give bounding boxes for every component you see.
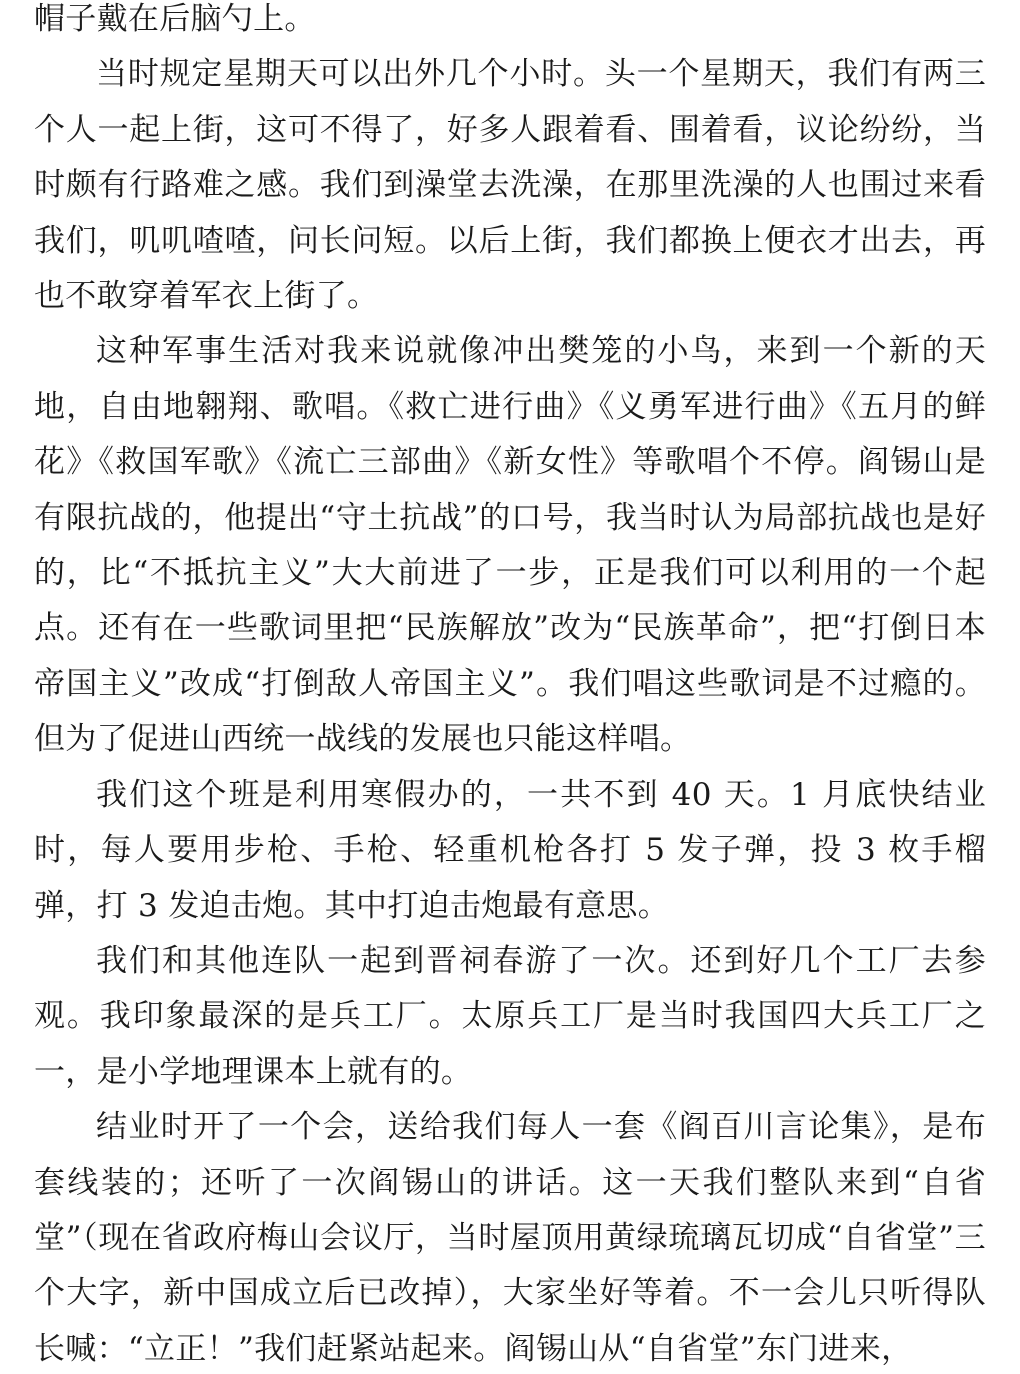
paragraph-military-life: 这种军事生活对我来说就像冲出樊笼的小鸟，来到一个新的天地，自由地翱翔、歌唱。《救亡进行曲》《义勇军进行曲》《五月的鲜花》《救国军歌》《流亡三部曲》《新女性》等歌唱个不停。阎锡山是有限抗战的，他提出“守土抗战”的口号，我当时认为局部抗战也是好的，比“不抵抗主义”大大前进了一步，正是我们可以利用的一个起点。还有在一些歌词里把“民族解放”改为“民族革命”，把“打倒日本帝国主义”改成“打倒敌人帝国主义”。我们唱这些歌词是不过瘾的。但为了促进山西统一战线的发展也只能这样唱。 [34,333,986,758]
paragraph-sunday-outing: 当时规定星期天可以出外几个小时。头一个星期天，我们有两三个人一起上街，这可不得了，好多人跟着看、围着看，议论纷纷，当时颇有行路难之感。我们到澡堂去洗澡，在那里洗澡的人也围过来看我们，叽叽喳喳，问长问短。以后上街，我们都换上便衣才出去，再也不敢穿着军衣上街了。 [34,56,986,315]
paragraph-graduation: 结业时开了一个会，送给我们每人一套《阎百川言论集》，是布套线装的；还听了一次阎锡山的讲话。这一天我们整队来到“自省堂”（现在省政府梅山会议厅，当时屋顶用黄绿琉璃瓦切成“自省堂”三个大字，新中国成立后已改掉），大家坐好等着。不一会儿只听得队长喊：“立正！”我们赶紧站起来。阎锡山从“自省堂”东门进来， [34,1109,986,1367]
paragraph-continuation: 帽子戴在后脑勺上。 [34,1,316,37]
paragraph-training-class: 我们这个班是利用寒假办的，一共不到 40 天。1 月底快结业时，每人要用步枪、手枪、轻重机枪各打 5 发子弹，投 3 枚手榴弹，打 3 发迫击炮。其中打迫击炮最有意思。 [34,776,986,924]
paragraph-spring-outing: 我们和其他连队一起到晋祠春游了一次。还到好几个工厂去参观。我印象最深的是兵工厂。太原兵工厂是当时我国四大兵工厂之一，是小学地理课本上就有的。 [34,942,986,1090]
page-text [34,0,986,1374]
